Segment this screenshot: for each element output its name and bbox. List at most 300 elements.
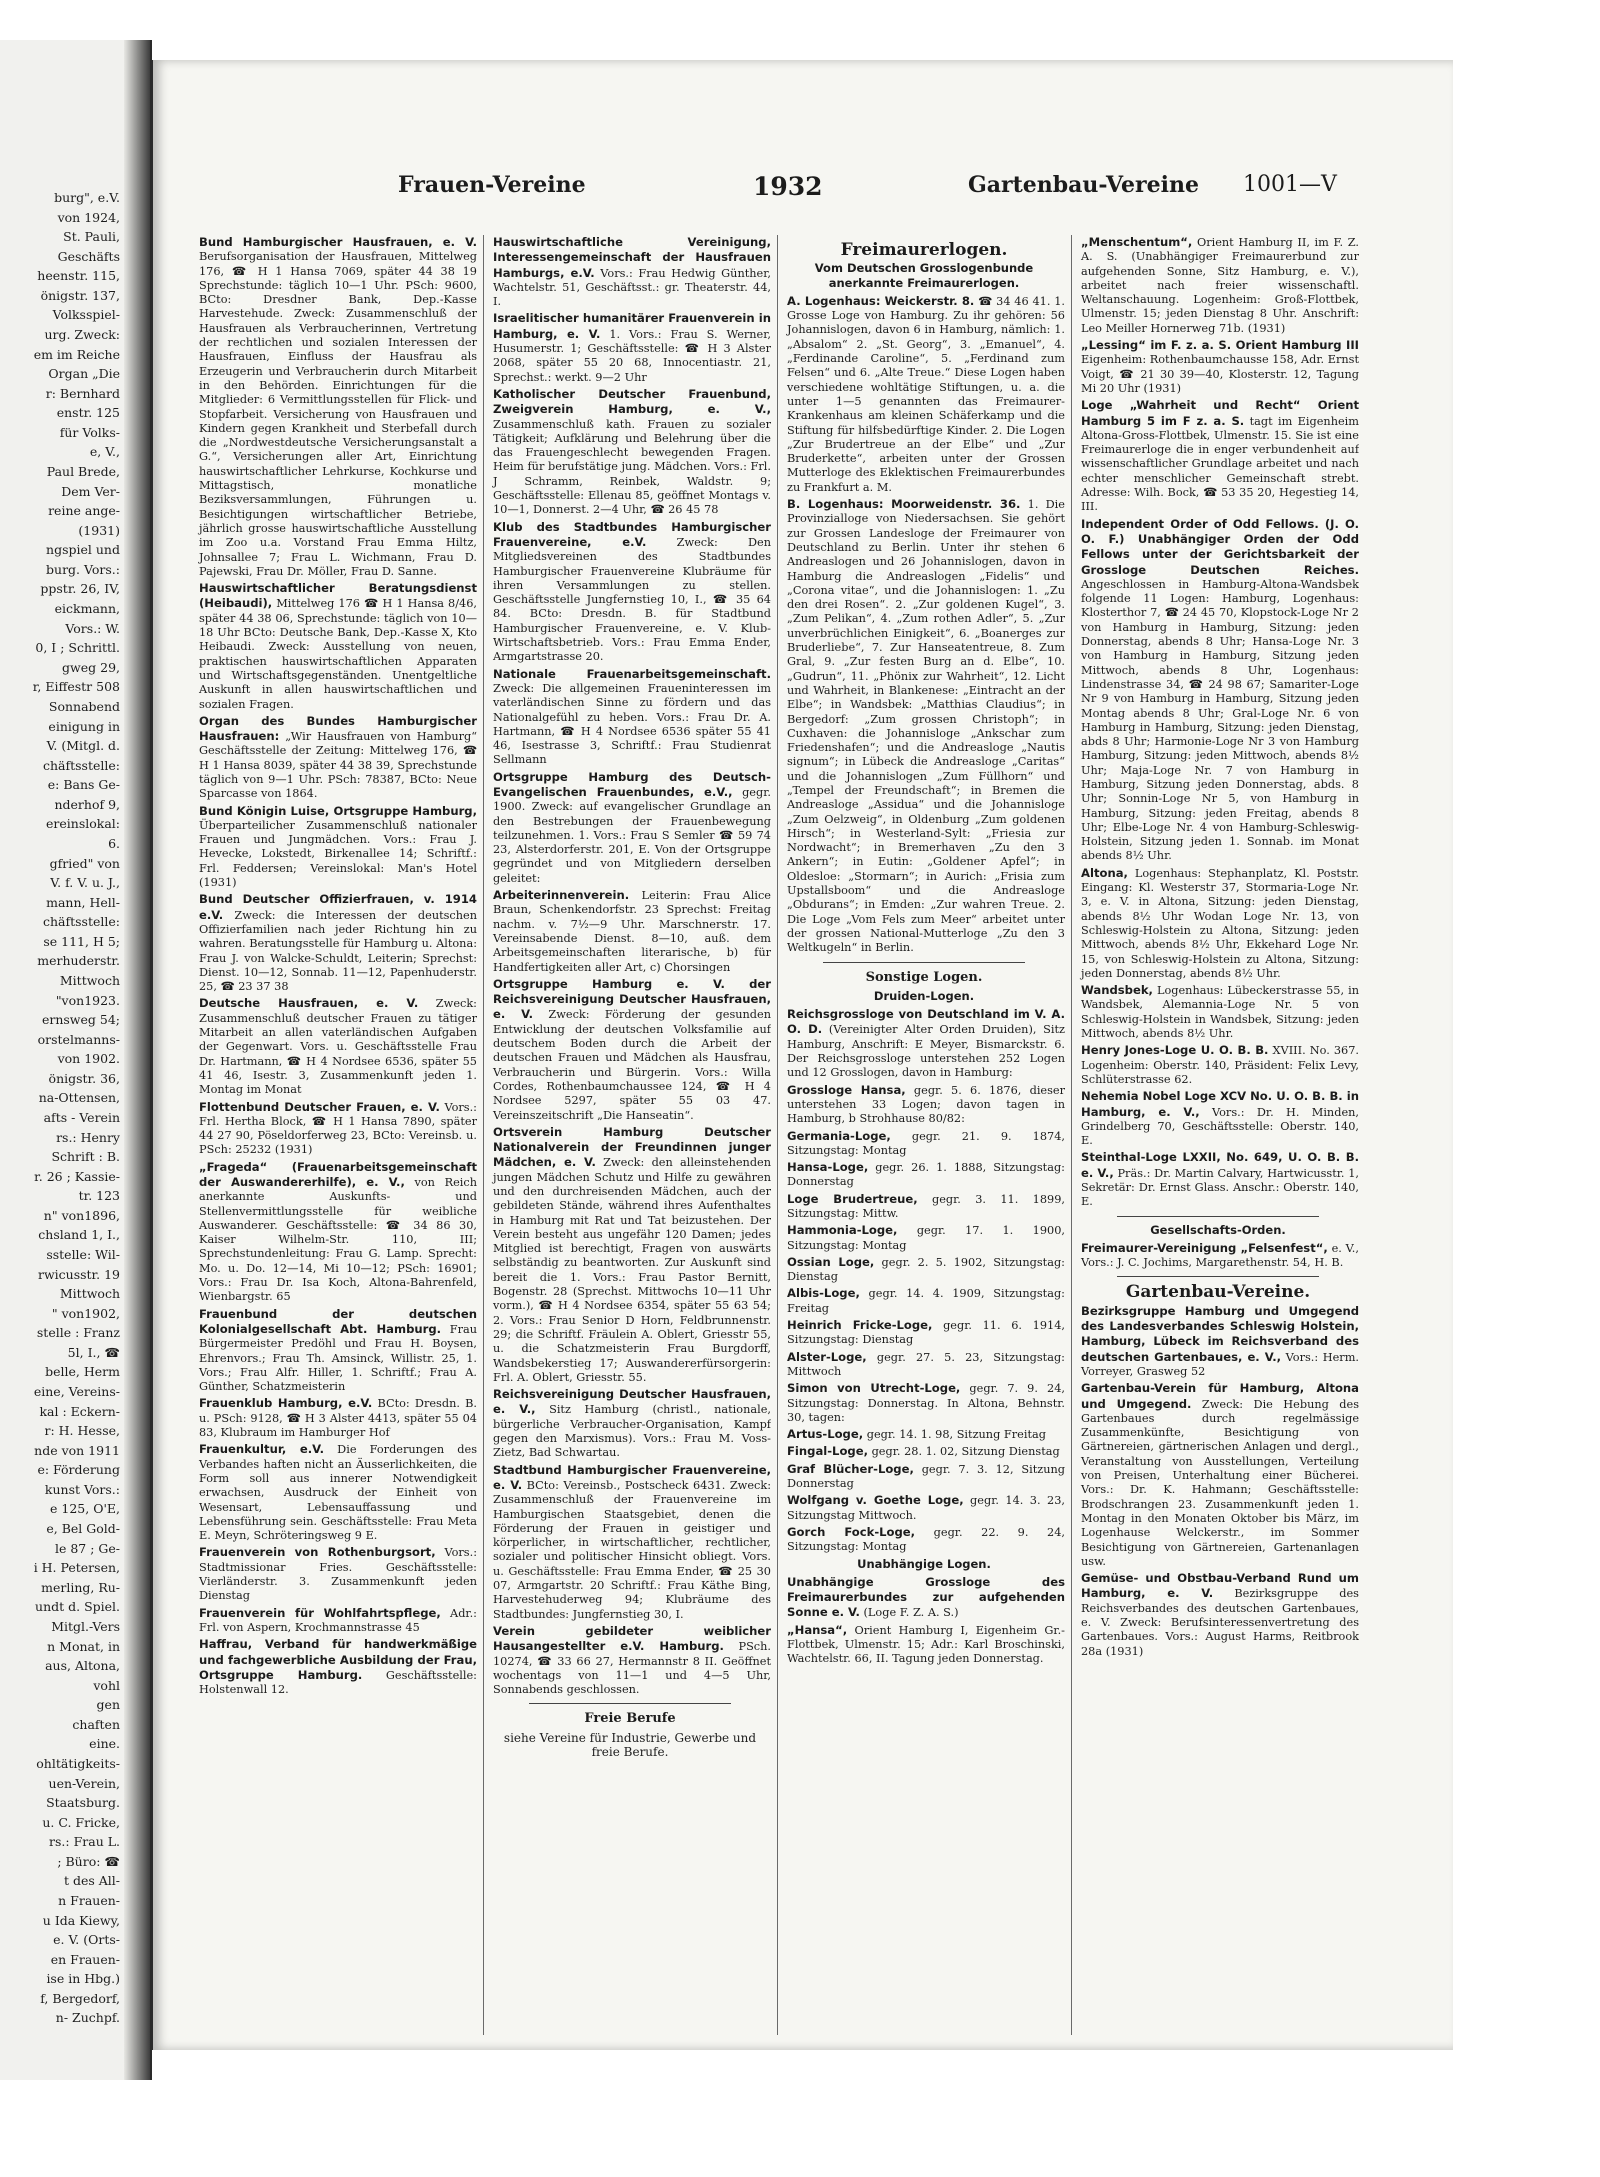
fragment-line: Schrift : B.	[51, 1149, 120, 1165]
fragment-line: gen	[96, 1697, 120, 1713]
directory-entry	[489, 387, 771, 518]
entry-name: A. Logenhaus: Weickerstr. 8.	[787, 293, 975, 308]
directory-page	[150, 60, 1453, 2050]
entry-name: Wolfgang v. Goethe Loge,	[787, 1493, 964, 1508]
directory-entry	[1077, 1150, 1359, 1209]
entry-details: Die Forderungen des Verbandes haften nicht an Äusserlichkeiten, die Form soll aus innerer Notwendigkeit erwachsen, Ausdruck der Einheit von Wesensart, Lebensauffassung und Lebensführung sein. Geschäftsstelle: Frau Meta E. Meyn, Schröteringsweg 9 E.	[199, 1443, 477, 1543]
directory-entry	[489, 667, 771, 768]
directory-entry	[489, 770, 771, 886]
directory-entry	[783, 1623, 1065, 1667]
entry-name: „Menschentum“,	[1081, 235, 1193, 249]
fragment-line: eine.	[89, 1736, 120, 1752]
fragment-line: belle, Herm	[45, 1364, 120, 1380]
column-logen-gartenbau	[1077, 235, 1359, 2035]
section-title-freie-berufe: Freie Berufe	[584, 1711, 676, 1727]
directory-entry	[195, 235, 477, 579]
entry-details: BCto: Dresdn. B. u. PSch: 9128, ☎ H 3 Alster 4413, später 55 04 83, Klubraum im Hamburger Hof	[199, 1397, 477, 1440]
entry-details: Vors.: Frau Hedwig Günther, Wachtelstr. 51, Geschäftsst.: gr. Theaterstr. 44, I.	[493, 266, 771, 309]
directory-entry	[1077, 1089, 1359, 1148]
directory-entry	[489, 1387, 771, 1460]
entry-details: gegr. 17. 1. 1900, Sitzungstag: Montag	[787, 1224, 1065, 1252]
section-subtitle: Vom Deutschen Grosslogenbunde anerkannte Freimaurerlogen.	[814, 261, 1034, 290]
entries	[783, 1575, 1065, 1667]
fragment-line: V. (Mitgl. d.	[46, 738, 120, 754]
fragment-line: le 87 ; Ge-	[54, 1540, 120, 1556]
fragment-line: chäftsstelle:	[42, 757, 120, 773]
fragment-line: enstr. 125	[56, 405, 120, 421]
entry-details: „Wir Hausfrauen von Hamburg“ Geschäftsstelle der Zeitung: Mittelweg 176, ☎ H 1 Hansa 8039, später 44 38 39, Sprechstunde täglich von 9—1 Uhr. PSch: 78387, BCto: Neue Sparcasse von 1864.	[199, 730, 477, 801]
entry-details: Zweck: Förderung der gesunden Entwicklung der deutschen Volksfamilie auf deutschem Boden durch die Arbeit der deutschen Frauen und Mädchen als Hausfrau, Verbraucherin und Bürgerin. Vors.: Willa Cordes, Rothenbaumchaussee 124, ☎ H 4 Nordsee 5297, später 55 03 47. Vereinszeitschrift „Die Hanseatin“.	[493, 1008, 771, 1122]
entries	[489, 235, 771, 1697]
entry-name: Germania-Loge,	[787, 1128, 891, 1143]
fragment-line: Dem Ver-	[61, 483, 120, 499]
entry-details: von Reich anerkannte Auskunfts- und Stellenvermittlungsstelle für weibliche Auswanderer. Geschäftsstelle: ☎ 34 86 30, Kaiser Wilhelm-Str. 110, III; Sprechstundenleitung: Frau G. Lamp. Sprecht: Mo. u. Do. 12—14, Mi 10—12; PSch: 16901; Vors.: Frau Dr. Isa Koch, Altona-Bahrenfeld, Wienbargstr. 65	[199, 1176, 477, 1304]
fragment-line: einigung in	[48, 718, 120, 734]
fragment-line: r: Bernhard	[45, 385, 120, 401]
entry-name: Frauenklub Hamburg, e.V.	[199, 1396, 373, 1411]
directory-entry	[783, 294, 1065, 495]
fragment-line: ise in Hbg.)	[46, 1971, 120, 1987]
fragment-line: 6.	[108, 835, 120, 851]
entry-name: Stadtbund Hamburgischer Frauenvereine, e. V.	[493, 1462, 771, 1492]
entry-details: Zweck: Die allgemeinen Fraueninteressen im vaterländischen Sinne zu fördern und das Nationalgefühl zu heben. Vors.: Frau Dr. A. Hartmann, ☎ H 4 Nordsee 6536 später 55 41 46, Isestrasse 3, Schriftf.: Frau Studienrat Sellmann	[493, 681, 771, 767]
entry-name: „Hansa“,	[787, 1622, 848, 1637]
entry-name: Ossian Loge,	[787, 1254, 875, 1269]
entry-name: Klub des Stadtbundes Hamburgischer Frauenvereine, e.V.	[493, 519, 771, 549]
divider	[823, 962, 1025, 963]
directory-entry	[489, 235, 771, 309]
fragment-line: chäftsstelle:	[42, 914, 120, 930]
entry-details: Logenhaus: Stephanplatz, Kl. Poststr. Eingang: Kl. Westerstr 37, Stormaria-Loge Nr. 3, e. V. in Altona, Sitzung: jeden Dienstag, abends 8½ Uhr Wodan Loge Nr. 13, von Schleswig-Holstein zu Altona, Sitzung: jeden Mittwoch, abends 8½ Uhr, Ekkehard Loge Nr. 15, von Schleswig-Holstein zu Altona, Sitzung: jeden Donnerstag, abends 8½ Uhr.	[1081, 866, 1359, 980]
fragment-line: Mitgl.-Vers	[51, 1618, 120, 1634]
entry-name: Bezirksgruppe Hamburg und Umgegend des Landesverbandes Schleswig Holstein, Hamburg, Lübeck im Reichsverband des deutschen Gartenbaues, e. V.,	[1081, 1303, 1359, 1364]
fragment-line: ngspiel und	[46, 542, 120, 558]
directory-entry	[1077, 1304, 1359, 1379]
entry-name: Israelitischer humanitärer Frauenverein in Hamburg, e. V.	[493, 311, 771, 341]
fragment-line: für Volks-	[59, 424, 120, 440]
entry-details: XVIII. No. 367. Logenheim: Oberstr. 140, Präsident: Felix Levy, Schlüterstrasse 62.	[1081, 1044, 1359, 1086]
directory-entry	[783, 1525, 1065, 1555]
fragment-line: ohltätigkeits-	[36, 1755, 120, 1771]
entry-details: Angeschlossen in Hamburg-Altona-Wandsbek folgende 11 Logen: Hamburg, Logenhaus: Klosterthor 7, ☎ 24 45 70, Klopstock-Loge Nr 2 von Hamburg in Hamburg, Sitzung: jeden Donnerstag, abends 8 Uhr; Hansa-Loge Nr. 3 von Hamburg in Hamburg, Sitzung jeden Mittwoch, abends 8 Uhr, Logenhaus: Lindenstrasse 34, ☎ 24 98 67; Samariter-Loge Nr 9 von Hamburg in Hamburg, Sitzung jeden Montag abends 8 Uhr; Gral-Loge Nr. 6 von Hamburg in Hamburg, Sitzung: jeden Dienstag, abds 8 Uhr; Harmonie-Loge Nr 3 von Hamburg Hamburg, Sitzung: jeden Mittwoch, abends 8½ Uhr; Maja-Loge Nr. 7 von Hamburg in Hamburg, Sitzung jeden Donnerstag, abds. 8 Uhr; Sonnin-Loge Nr 5, von Hamburg in Hamburg, Sitzung: jeden Freitag, abends 8 Uhr; Elbe-Loge Nr. 4 von Hamburg-Schleswig-Holstein, Sitzung jeden 1. Sonnab. im Monat abends 8½ Uhr.	[1081, 577, 1359, 863]
fragment-line: e. V. (Orts-	[53, 1932, 120, 1948]
entry-details: BCto: Vereinsb., Postscheck 6431. Zweck: Zusammenschluß der Frauenvereine im Hamburgischen Staatsgebiet, denen die Förderung der Frauen in geistiger und körperlicher, in wirtschaftlicher, rechtlicher, sozialer und politischer Hinsicht obliegt. Vors. u. Geschäftsstelle: Frau Emma Ender, ☎ 25 30 07, Armgartstr. 20 Schriftf.: Frau Käthe Bing, Harvestehuderweg 94; Klubräume des Stadtbundes: Jungfernstieg 30, I.	[493, 1478, 771, 1621]
fragment-line: sstelle: Wil-	[46, 1247, 120, 1263]
section-title-freimaurerlogen: Freimaurerlogen.	[840, 240, 1008, 260]
fragment-line: i H. Petersen,	[33, 1560, 120, 1576]
fragment-line: n" von1896,	[43, 1207, 120, 1223]
entry-name: Alster-Loge,	[787, 1349, 867, 1364]
fragment-line: r, Eiffestr 508	[32, 679, 120, 695]
entries	[783, 1007, 1065, 1554]
fragment-line: önigstr. 36,	[48, 1070, 120, 1086]
fragment-line: e: Förderung	[37, 1462, 120, 1478]
entry-name: Ortsgruppe Hamburg e. V. der Reichsvereinigung Deutscher Hausfrauen, e. V.	[493, 976, 771, 1022]
section-title-gartenbau-vereine: Gartenbau-Vereine.	[1125, 1282, 1311, 1303]
directory-entry	[783, 1318, 1065, 1348]
entry-details: Zweck: Zusammenschluß deutscher Frauen zu tätiger Mitarbeit an allen vaterländischen Aufgaben der Gegenwart. Vors. u. Geschäftsstelle Frau Dr. Hartmann, ☎ H 4 Nordsee 6536, später 55 41 46, Isestr. 3, Zusammenkunft jeden 1. Montag im Monat	[199, 997, 477, 1097]
cross-reference: siehe Vereine für Industrie, Gewerbe und freie Berufe.	[503, 1730, 757, 1759]
fragment-line: V. f. V. u. J.,	[50, 875, 120, 891]
entry-details: Mittelweg 176 ☎ H 1 Hansa 8/46, später 44 38 06, Sprechstunde: täglich von 10—18 Uhr BCto: Deutsche Bank, Dep.-Kasse X, Kto Heibaudi. Zweck: Ausstellung von neuen, praktischen hauswirtschaftlichen Apparaten und Wirtschaftsgegenständen. Unentgeltliche Auskunft in allen hauswirtschaftlichen und sozialen Fragen.	[199, 597, 477, 711]
column-freimaurerlogen	[783, 235, 1065, 2035]
fragment-line: von 1902.	[57, 1051, 120, 1067]
directory-entry	[783, 1427, 1065, 1442]
fragment-line: kunst Vors.:	[44, 1481, 120, 1497]
entry-details: gegr. 26. 1. 1888, Sitzungstag: Donnerstag	[787, 1161, 1065, 1189]
entry-details: e. V., Vors.: J. C. Jochims, Margarethenstr. 54, H. B.	[1081, 1241, 1359, 1270]
directory-entry	[1077, 1043, 1359, 1087]
entry-details: Vors.: Frl. Hertha Block, ☎ H 1 Hansa 7890, später 44 27 90, Pöseldorferweg 23, BCto: Vereinsb. u. PSch: 25232 (1931)	[199, 1100, 477, 1157]
entry-name: Gorch Fock-Loge,	[787, 1524, 916, 1539]
entry-name: Hansa-Loge,	[787, 1160, 869, 1175]
entry-details: 1. Die Provinzialloge von Niedersachsen. Sie gehört zur Grossen Landesloge der Freimaurer von Deutschland zu Berlin. Unter ihr stehen 6 Andreaslogen und 26 Johannislogen, davon in Hamburg die Andreaslogen „Fidelis“ und „Corona vitae“, und die Johannislogen: 1. „Zu den drei Rosen“. 2. „Zur goldenen Kugel“, 3. „Zum Pelikan“, 4. „Zum rothen Adler“, 5. „Zur unverbrüchlichen Einigkeit“, 6. „Boanerges zur Bruderliebe“, 7. Zur Hanseatentreue, 8. Zum Gral, 9. „Zur festen Burg an d. Elbe“, 10. „Gudrun“, 11. „Phönix zur Wahrheit“, 12. Licht und Wahrheit, in Blankenese: „Eintracht an der Elbe“; in Wandsbek: „Matthias Claudius“; in Bergedorf: „Zum grossen Christoph“; in Cuxhaven: die Johannisloge „Ankschar zum Friedenshafen“; und die Andreasloge „Nautis signum“; in Lübeck die Andreasloge „Caritas“ und die Johannislogen „Zum Füllhorn“ und „Tempel der Freundschaft“; in Bremen die Andreasloge „Assidua“ und die Johannisloge „Zum Oelzweig“, in Oldenburg „Zum goldenen Hirsch“; in Westerland-Sylt: „Friesia zur Nordwacht“; in Bremerhaven „Zu den 3 Ankern“; in Eutin: „Goldener Apfel“; in Oldesloe: „Stormarn“; in Aurich: „Frisia zum Upstallsboom“ und die Andreasloge „Obdurans“; in Emden: „Zur wahren Treue. 2. Die Loge „Vom Fels zum Meer“ arbeitet unter der grossen National-Mutterloge „Zu den 3 Weltkugeln“ in Berlin.	[787, 498, 1065, 955]
entry-name: Frauenverein für Wohlfahrtspflege,	[199, 1605, 441, 1620]
directory-entry	[1077, 338, 1359, 396]
entry-name: Steinthal-Loge LXXII, No. 649, U. O. B. B. e. V.,	[1081, 1150, 1359, 1180]
entry-name: Loge „Wahrheit und Recht“ Orient Hamburg 5 im F z. a. S.	[1081, 398, 1359, 428]
fragment-line: en Frauen-	[50, 1951, 120, 1967]
entry-details: Logenhaus: Lübeckerstrasse 55, in Wandsbek, Alemannia-Loge Nr. 5 von Schleswig-Holstein in Wandsbek, Sitzung: jeden Mittwoch, abends 8½ Uhr.	[1081, 984, 1359, 1041]
fragment-line: Mittwoch	[59, 1286, 120, 1302]
entry-name: Nehemia Nobel Loge XCV No. U. O. B. B. in Hamburg, e. V.,	[1081, 1089, 1359, 1119]
entry-name: Henry Jones-Loge U. O. B. B.	[1081, 1043, 1269, 1058]
fragment-line: Mittwoch	[59, 972, 120, 988]
column-rule	[1071, 235, 1072, 2035]
entry-details: Orient Hamburg II, im F. Z. A. S. (Unabhängiger Freimaurerbund zur aufgehenden Sonne, Sitz Hamburg, e. V.), arbeitet nach freier wissenschaftl. Weltanschauung. Logenheim: Groß-Flottbek, Ulmenstr. 15; jeden Dienstag 8 Uhr. Anschrift: Leo Meiller Hornerweg 71b. (1931)	[1081, 236, 1359, 335]
entry-name: Wandsbek,	[1081, 983, 1153, 998]
section-subtitle-unabhaengige: Unabhängige Logen.	[857, 1556, 991, 1571]
directory-entry	[195, 1160, 477, 1305]
entry-name: Frauenkultur, e.V.	[199, 1442, 324, 1457]
fragment-line: mann, Hell-	[46, 894, 120, 910]
entry-name: Frauenbund der deutschen Kolonialgesellschaft Abt. Hamburg.	[199, 1306, 477, 1336]
directory-entry	[783, 1192, 1065, 1222]
header-section-right: Gartenbau-Vereine	[968, 172, 1199, 198]
directory-entry	[783, 1444, 1065, 1459]
directory-entry	[783, 1350, 1065, 1380]
entry-details: gegr. 7. 3. 12, Sitzung Donnerstag	[787, 1462, 1065, 1491]
column-frauen-vereine	[195, 235, 477, 2035]
entry-details: gegr. 11. 6. 1914, Sitzungstag: Dienstag	[787, 1319, 1065, 1347]
directory-entry	[489, 1125, 771, 1385]
entry-name: Unabhängige Grossloge des Freimaurerbundes zur aufgehenden Sonne e. V.	[787, 1574, 1065, 1620]
column-frauen-vereine-cont	[489, 235, 771, 2035]
entry-name: Nationale Frauenarbeitsgemeinschaft.	[493, 666, 771, 681]
fragment-line: von 1924,	[57, 209, 120, 225]
directory-entry	[195, 1606, 477, 1636]
entry-name: Albis-Loge,	[787, 1286, 860, 1301]
entry-name: Gemüse- und Obstbau-Verband Rund um Hamburg, e. V.	[1081, 1571, 1359, 1601]
directory-entry	[1077, 866, 1359, 981]
entry-details: Leiterin: Frau Alice Braun, Schenkendorfstr. 23 Sprechst: Freitag nachm. v. 7½—9 Uhr. Marschnerstr. 17. Vereinsabende Dienst. 8—10, auß. dem Arbeitsgemeinschaften literarische, b) für Handfertigkeiten aller Art, c) Chorsingen	[493, 889, 771, 974]
entry-details: Sitz Hamburg (christl., nationale, bürgerliche Verbraucher-Organisation, Kampf gegen den Marxismus). Vors.: Frau M. Voss-Zietz, Bad Schwartau.	[493, 1403, 771, 1460]
entry-details: gegr. 5. 6. 1876, dieser unterstehen 33 Logen; davon tagen in Hamburg, b Strohhause 80/82:	[787, 1083, 1065, 1126]
fragment-line: ernsweg 54;	[41, 1012, 120, 1028]
fragment-line: eickmann,	[54, 601, 120, 617]
column-rule	[483, 235, 484, 2035]
fragment-line: em im Reiche	[33, 346, 120, 362]
entry-details: Bezirksgruppe des Reichsverbandes des deutschen Gartenbaues, e. V. Zweck: Berufsinteressenvertretung des Gartenbaues. Vors.: August Harms, Reitbrook 28a (1931)	[1081, 1587, 1359, 1658]
directory-entry	[195, 804, 477, 891]
fragment-line: merling, Ru-	[41, 1579, 120, 1595]
fragment-line: Geschäfts	[57, 248, 120, 264]
divider	[529, 1703, 731, 1704]
fragment-line: gweg 29,	[62, 659, 120, 675]
directory-entry	[195, 996, 477, 1097]
entry-name: Artus-Loge,	[787, 1427, 864, 1442]
section-subtitle-druiden: Druiden-Logen.	[873, 988, 975, 1003]
entry-details: gegr. 14. 4. 1909, Sitzungstag: Freitag	[787, 1287, 1065, 1315]
fragment-line: rs.: Frau L.	[49, 1834, 120, 1850]
divider	[1117, 1276, 1319, 1277]
directory-entry	[1077, 1381, 1359, 1569]
entry-details: Vors.: Dr. H. Minden, Grindelberg 70, Geschäftsstelle: Oberstr. 140, E.	[1081, 1105, 1359, 1148]
directory-entry	[783, 1255, 1065, 1285]
fragment-line: e: Bans Ge-	[47, 777, 120, 793]
fragment-line: önigstr. 137,	[40, 287, 120, 303]
entry-details: gegr. 3. 11. 1899, Sitzungstag: Mittw.	[787, 1192, 1065, 1220]
directory-entry	[783, 1286, 1065, 1316]
directory-entry	[489, 1624, 771, 1697]
fragment-line: afts - Verein	[43, 1110, 120, 1125]
fragment-line: ppstr. 26, IV,	[40, 581, 120, 597]
fragment-line: vohl	[93, 1677, 120, 1693]
entry-name: Freimaurer-Vereinigung „Felsenfest“,	[1081, 1240, 1328, 1255]
directory-entry	[783, 1462, 1065, 1492]
fragment-line: e 125, O'E,	[50, 1501, 120, 1517]
fragment-line: eine, Vereins-	[33, 1384, 120, 1400]
fragment-line: t des All-	[63, 1873, 120, 1889]
fragment-line: " von1902,	[51, 1305, 120, 1321]
section-title-sonstige-logen: Sonstige Logen.	[865, 969, 983, 985]
header-year: 1932	[753, 172, 823, 201]
fragment-line: tr. 123	[78, 1188, 120, 1204]
entry-details: Zweck: Den Mitgliedsvereinen des Stadtbundes Hamburgischer Frauenvereine Klubräume für ihren Versammlungen zu stellen. Geschäftsstelle Jungfernstieg 10, I., ☎ 35 64 84. BCto: Dresdn. B. für Stadtbund Hamburgischer Frauenvereine, e. V. Klub-Wirtschaftsbetrieb. Vors.: Frau Emma Ender, Armgartstrasse 20.	[493, 535, 771, 664]
directory-entry	[1077, 235, 1359, 336]
fragment-line: r: H. Hesse,	[44, 1423, 120, 1439]
fragment-line: heenstr. 115,	[37, 268, 120, 284]
fragment-line: rwicusstr. 19	[37, 1266, 120, 1282]
entry-name: Heinrich Fricke-Loge,	[787, 1318, 933, 1333]
directory-entry	[783, 1083, 1065, 1127]
entry-name: Ortsgruppe Hamburg des Deutsch-Evangelischen Frauenbundes, e.V.,	[493, 769, 771, 799]
entry-name: Reichsvereinigung Deutscher Hausfrauen, e. V.,	[493, 1387, 771, 1417]
fragment-line: nde von 1911	[34, 1442, 120, 1458]
entry-details: gegr. 7. 9. 24, Sitzungstag: Donnerstag. In Altona, Behnstr. 30, tagen:	[787, 1382, 1065, 1424]
directory-entry	[489, 520, 771, 665]
entries	[1077, 235, 1359, 1210]
entry-name: Loge Brudertreue,	[787, 1191, 918, 1206]
fragment-line: Vors.: W.	[65, 620, 120, 636]
fragment-line: orstelmanns-	[37, 1031, 120, 1047]
fragment-line: se 111, H 5;	[43, 933, 120, 949]
fragment-line: nderhof 9,	[54, 796, 120, 812]
entry-details: gegr. 21. 9. 1874, Sitzungstag: Montag	[787, 1129, 1065, 1157]
entry-name: Arbeiterinnenverein.	[493, 888, 630, 903]
directory-entry	[195, 1442, 477, 1543]
fragment-line: e, V.,	[89, 444, 120, 460]
entry-name: Deutsche Hausfrauen, e. V.	[199, 996, 419, 1011]
entry-details: Präs.: Dr. Martin Calvary, Hartwicusstr. 1, Sekretär: Dr. Ernst Glass. Anschr.: Oberstr. 140, E.	[1081, 1166, 1359, 1209]
fragment-line: undt d. Spiel.	[35, 1599, 120, 1615]
directory-entry	[783, 1575, 1065, 1621]
entry-name: Haffrau, Verband für handwerkmäßige und fachgewerbliche Ausbildung der Frau, Ortsgruppe Hamburg.	[199, 1637, 477, 1682]
directory-entry	[1077, 1571, 1359, 1659]
entry-details: Eigenheim: Rothenbaumchausse 158, Adr. Ernst Voigt, ☎ 21 30 39—40, Klosterstr. 12, Tagung Mi 20 Uhr (1931)	[1081, 353, 1359, 395]
entry-name: Flottenbund Deutscher Frauen, e. V.	[199, 1099, 440, 1114]
fragment-line: n- Zuchpf.	[55, 2010, 120, 2026]
fragment-line: na-Ottensen,	[38, 1090, 120, 1106]
entry-details: tagt im Eigenheim Altona-Gross-Flottbek, Ulmenstr. 15. Sie ist eine Freimaurerloge die in enger verbundenheit auf wissenschaftlicher Grundlage arbeitet und nach echter menschlicher Gemeinschaft strebt. Adresse: Wilh. Bock, ☎ 53 35 20, Hegestieg 14, III.	[1081, 414, 1359, 514]
directory-entry	[783, 1129, 1065, 1159]
fragment-line: r. 26 ; Kassie-	[34, 1168, 120, 1184]
fragment-line: Staatsburg.	[46, 1795, 120, 1811]
fragment-line: reine ange-	[48, 503, 120, 519]
entry-details: Zweck: die Interessen der deutschen Offizierfamilien nach jeder Richtung hin zu wahren. Beratungsstelle für Hamburg u. Altona: Frau J. von Walcke-Schuldt, Leiterin; Sprechst: Dienst. 10—12, Sonnab. 11—12, Papenhuderstr. 25, ☎ 23 37 38	[199, 908, 477, 994]
fragment-line: merhuderstr.	[37, 953, 120, 969]
directory-entry	[195, 1100, 477, 1158]
entry-name: Ortsverein Hamburg Deutscher Nationalverein der Freundinnen junger Mädchen, e. V.	[493, 1124, 771, 1170]
entry-details: gegr. 1900. Zweck: auf evangelischer Grundlage an den Bestrebungen der Frauenbewegung teilzunehmen. 1. Vors.: Frau S Semler ☎ 59 74 23, Alsterdorferstr. 201, E. Von der Ortsgruppe gegründet und von Mitgliedern derselben geleitet:	[493, 785, 771, 885]
fragment-line: rs.: Henry	[56, 1129, 120, 1145]
entry-details: gegr. 27. 5. 23, Sitzungstag: Mittwoch	[787, 1350, 1065, 1378]
directory-entry	[1077, 1241, 1359, 1271]
directory-entry	[489, 888, 771, 975]
fragment-line: (1931)	[78, 522, 120, 538]
section-subtitle-gesellschafts-orden: Gesellschafts-Orden.	[1150, 1222, 1286, 1237]
fragment-line: f, Bergedorf,	[40, 1990, 120, 2006]
entry-name: Altona,	[1081, 865, 1128, 880]
fragment-line: gfried" von	[49, 855, 120, 871]
entry-name: Bund Hamburgischer Hausfrauen, e. V.	[199, 235, 477, 249]
entry-details: (Vereinigter Alter Orden Druiden), Sitz Hamburg, Anschrift: E Meyer, Bismarckstr. 6. Der Reichsgrossloge unterstehen 252 Logen und 12 Grosslogen, davon in Hamburg:	[787, 1023, 1065, 1080]
directory-entry	[489, 311, 771, 384]
directory-entry	[195, 581, 477, 712]
entry-name: Simon von Utrecht-Loge,	[787, 1381, 961, 1396]
directory-entry	[195, 1307, 477, 1395]
fragment-line: urg. Zweck:	[44, 327, 120, 343]
fragment-line: u. C. Fricke,	[42, 1814, 120, 1830]
entry-details: ☎ 34 46 41. 1. Grosse Loge von Hamburg. Zu ihr gehören: 56 Johannislogen, davon 6 in Hamburg, nämlich: 1. „Absalom“ 2. „St. Georg“, 3. „Emanuel“, 4. „Ferdinande Caroline“, 5. „Ferdinand zum Felsen“ und 6. „Alte Treue.“ Diese Logen haben verschiedene wohltätige Stiftungen, u. a. die unter 1—5 genannten das Freimaurer-Krankenhaus am kleinen Schäferkamp und die Stiftung für hilfsbedürftige Kinder. 2. Die Logen „Zur Brudertreue an der Elbe“ und „Zur Bruderkette“, arbeiten unter der Grossen Mutterloge des Eklektischen Freimaurerbundes zu Frankfurt a. M.	[787, 294, 1065, 494]
entry-details: gegr. 14. 3. 23, Sitzungstag Mittwoch.	[787, 1494, 1065, 1522]
directory-entry	[195, 892, 477, 994]
entry-details: Berufsorganisation der Hausfrauen, Mittelweg 176, ☎ H 1 Hansa 7069, später 44 38 19 Sprechstunde: täglich 10—1 Uhr. PSch: 9600, BCto: Dresdner Bank, Dep.-Kasse Harvestehude. Zweck: Zusammenschluß der Hausfrauen als Verbraucherinnen, Vertretung der rechtlichen und sozialen Interessen der Hausfrauen, Einfluss der Hausfrau als Erzeugerin und Verbraucherin durch Mitarbeit in den Behörden. Einrichtungen für die Mitglieder: 6 Vermittlungsstellen für Flick- und Stopfarbeit. Versicherung von Hausfrauen und Kindern gegen Krankheit und Sterbefall durch die „Nordwestdeutsche Versicherungsanstalt a G.“, Versicherungen aller Art, Einrichtung hauswirtschaftlicher Lehrkurse, Kochkurse und Mittagstisch, monatliche Beziksversammlungen, Führungen u. Besichtigungen wirtschaftlicher Betriebe, jährlich grosse hauswirtschaftliche Ausstellung im Zoo u.a. Vorstand Frau Emma Hiltz, Johnsallee 7; Frau L. Wichmann, Frau D. Pajewski, Frau Dr. Möller, Frau D. Sanne.	[199, 250, 477, 578]
fragment-line: chsland 1, I.,	[38, 1227, 120, 1243]
entry-details: gegr. 28. 1. 02, Sitzung Dienstag	[867, 1445, 1060, 1459]
entry-name: Reichsgrossloge von Deutschland im V. A. O. D.	[787, 1007, 1065, 1037]
fragment-line: 0, I ; Schrittl.	[35, 640, 120, 656]
directory-entry	[195, 1396, 477, 1440]
entry-name: Hammonia-Loge,	[787, 1223, 898, 1238]
divider	[1117, 1216, 1319, 1217]
entry-details: Vors.: Herm. Vorreyer, Grasweg 52	[1081, 1350, 1359, 1378]
directory-entry	[489, 1463, 771, 1622]
entry-name: B. Logenhaus: Moorweidenstr. 36.	[787, 497, 1021, 512]
entry-details: Zweck: Die Hebung des Gartenbaues durch regelmässige Zusammenkünfte, Besichtigung von Gärtnereien, gärtnerischen Anlagen und dergl., Veranstaltung von Ausstellungen, Verteilung von Preisen, Unterhaltung einer Bücherei. Vors.: Dr. K. Hahmann; Geschäftsstelle: Brodschrangen 23. Zusammenkunft jeden 1. Montag in den Monaten Oktober bis März, im Logenhause Welckerstr., im Sommer Besichtigung von Gärtnereien, Gartenanlagen usw.	[1081, 1397, 1359, 1568]
entries	[783, 294, 1065, 956]
entry-name: Frauenverein von Rothenburgsort,	[199, 1545, 436, 1560]
column-rule	[777, 235, 778, 2035]
entry-name: Grossloge Hansa,	[787, 1082, 906, 1097]
directory-entry	[1077, 398, 1359, 514]
directory-entry	[783, 1381, 1065, 1425]
entry-details: Vors.: Stadtmissionar Fries. Geschäftsstelle: Vierländerstr. 3. Zusammenkunft jeden Dienstag	[199, 1546, 477, 1603]
fragment-line: Sonnabend	[48, 698, 120, 714]
entry-details: PSch. 10274, ☎ 33 66 27, Hermannstr 8 II. Geöffnet wochentags von 11—1 und 4—5 Uhr, Sonnabends geschlossen.	[493, 1640, 771, 1697]
directory-entry	[1077, 983, 1359, 1041]
fragment-line: Volksspiel-	[52, 307, 120, 323]
entry-details: gegr. 14. 1. 98, Sitzung Freitag	[863, 1428, 1046, 1442]
entry-name: Gartenbau-Verein für Hamburg, Altona und Umgegend.	[1081, 1381, 1359, 1411]
entry-details: gegr. 22. 9. 24, Sitzungstag: Montag	[787, 1525, 1065, 1554]
fragment-line: ; Büro: ☎	[57, 1853, 120, 1869]
fragment-line: ereinslokal:	[46, 816, 120, 832]
fragment-line: n Monat, in	[47, 1638, 120, 1654]
directory-entry	[1077, 517, 1359, 864]
entry-name: Bund Deutscher Offizierfrauen, v. 1914 e.V.	[199, 892, 477, 922]
fragment-line: St. Pauli,	[63, 229, 120, 245]
directory-entry	[195, 714, 477, 802]
fragment-line: n Frauen-	[58, 1892, 120, 1908]
entry-name: „Frageda“ (Frauenarbeitsgemeinschaft der Auswandererhilfe), e. V.,	[199, 1159, 477, 1189]
entry-details: (Loge F. Z. A. S.)	[859, 1606, 959, 1620]
entry-details: Orient Hamburg I, Eigenheim Gr.-Flottbek, Ulmenstr. 15; Adr.: Karl Broschinski, Wachtelstr. 66, II. Tagung jeden Donnerstag.	[787, 1623, 1065, 1666]
entry-name: Graf Blücher-Loge,	[787, 1461, 914, 1476]
entry-name: Bund Königin Luise, Ortsgruppe Hamburg,	[199, 803, 477, 818]
entry-name: Verein gebildeter weiblicher Hausangestellter e.V. Hamburg.	[493, 1623, 771, 1654]
directory-entry	[195, 1637, 477, 1697]
fragment-line: burg. Vors.:	[46, 561, 120, 577]
directory-entry	[783, 1160, 1065, 1190]
fragment-line: Organ „Die	[48, 366, 120, 382]
entries	[1077, 1241, 1359, 1271]
entry-name: Katholischer Deutscher Frauenbund, Zweigverein Hamburg, e. V.,	[493, 386, 771, 417]
fragment-line: 5l, I., ☎	[67, 1344, 120, 1360]
fragment-line: chaften	[72, 1716, 120, 1732]
directory-entry	[195, 1545, 477, 1603]
entry-details: Überparteilicher Zusammenschluß nationaler Frauen und Jungmädchen. Vors.: Frau J. Hevecke, Lokstedt, Birkenallee 14; Schriftf.: Frl. Feddersen; Vereinslokal: Man's Hotel (1931)	[199, 818, 477, 890]
directory-entry	[783, 1007, 1065, 1080]
fragment-line: kal : Eckern-	[39, 1403, 120, 1419]
directory-entry	[783, 497, 1065, 956]
fragment-line: stelle : Franz	[36, 1325, 120, 1341]
entries	[1077, 1304, 1359, 1659]
entry-details: Frau Bürgermeister Predöhl und Frau H. Boysen, Ehrenvors.; Frau Th. Amsinck, Willistr. 25, 1. Vors.; Frau Alfr. Hiller, 1. Schriftf.; Frau A. Günther, Schatzmeisterin	[199, 1322, 477, 1394]
fragment-line: burg", e.V.	[54, 190, 120, 205]
entry-details: Zweck: den alleinstehenden jungen Mädchen Schutz und Hilfe zu gewähren und den durchreisenden Mädchen, auch der gebildeten Stände, während ihres Aufenthaltes in Hamburg mit Rat und Tat beizustehen. Der Verein besteht aus ungefähr 120 Damen; jedes Mitglied ist berechtigt, Fragen von auswärts selbständig zu beantworten. Zur Auskunft sind bereit die 1. Vors.: Frau Pastor Bernitt, Bogenstr. 28 (Sprechst. Mittwochs 10—11 Uhr vorm.), ☎ H 4 Nordsee 6354, später 55 63 54; 2. Vors.: Frau Senior D Horn, Feldbrunnenstr. 29; die Schriftf. Fräulein A. Oblert, Griesstr 55, u. die Schatzmeisterin Frau Burgdorff, Wandsbekerstieg 17; Auswandererfürsorgerin: Frl. A. Oblert, Griesstr. 55.	[493, 1156, 771, 1384]
fragment-line: uen-Verein,	[48, 1775, 120, 1791]
fragment-line: "von1923.	[55, 992, 120, 1008]
entry-details: Zusammenschluß kath. Frauen zu sozialer Tätigkeit; Aufklärung und Belehrung über die das Frauengeschlecht bewegenden Fragen. Heim für berufstätige jung. Mädchen. Vors.: Frl. J Schramm, Reinbek, Waldstr. 9; Geschäftsstelle: Ellenau 85, geöffnet Montags v. 10—1, Donnerst. 2—4 Uhr, ☎ 26 45 78	[493, 417, 771, 517]
entry-name: Independent Order of Odd Fellows. (J. O. O. F.) Unabhängiger Orden der Odd Fellows unter der Gerichtsbarkeit der Grossloge Deutschen Reiches.	[1081, 516, 1359, 577]
fragment-line: u Ida Kiewy,	[42, 1912, 120, 1928]
entry-name: Fingal-Loge,	[787, 1444, 868, 1459]
entry-name: Organ des Bundes Hamburgischer Hausfrauen:	[199, 713, 477, 744]
header-section-left: Frauen-Vereine	[398, 172, 586, 198]
page-header	[153, 172, 1453, 212]
directory-entry	[783, 1223, 1065, 1253]
entry-name: Hauswirtschaftlicher Beratungsdienst (Heibaudi),	[199, 581, 477, 611]
entry-name: „Lessing“ im F. z. a. S. Orient Hamburg III	[1081, 338, 1359, 353]
entry-details: gegr. 2. 5. 1902, Sitzungstag: Dienstag	[787, 1255, 1065, 1284]
book-gutter-shadow	[124, 40, 150, 2080]
directory-entry	[489, 977, 771, 1123]
header-page-number: 1001—V	[1243, 172, 1337, 197]
fragment-line: aus, Altona,	[45, 1658, 120, 1674]
entry-details: Adr.: Frl. von Aspern, Krochmannstrasse 45	[199, 1606, 477, 1634]
directory-entry	[783, 1493, 1065, 1523]
